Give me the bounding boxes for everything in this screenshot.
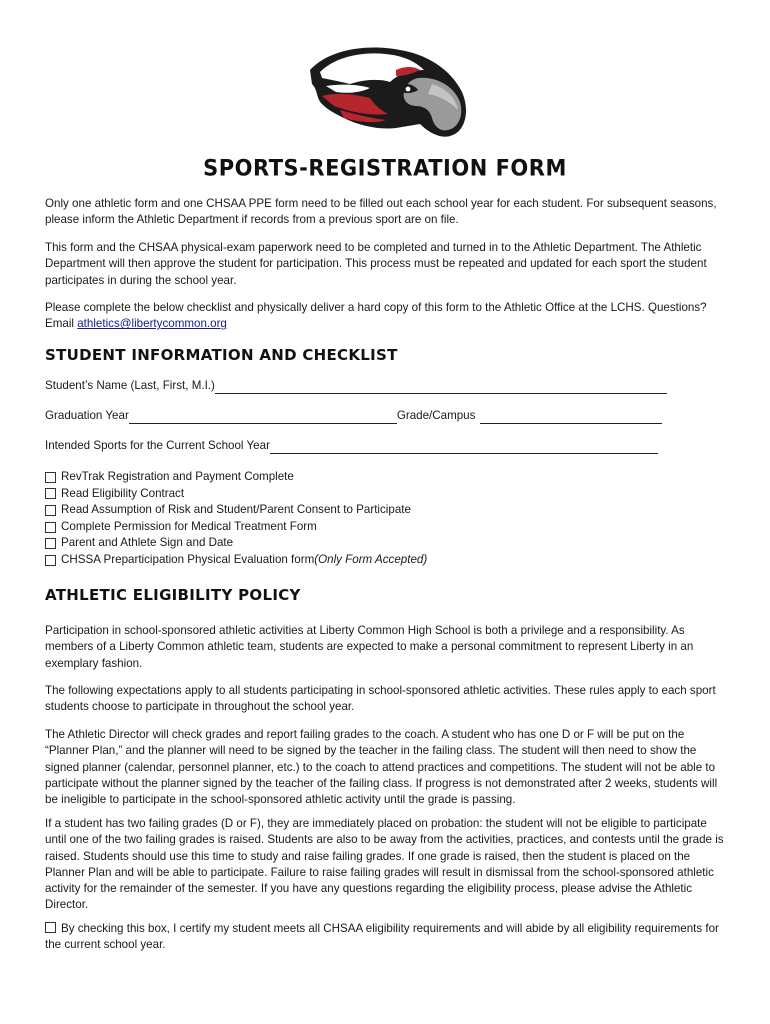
student-name-label: Student’s Name (Last, First, M.I.) (45, 379, 215, 392)
graduation-grade-row (45, 408, 662, 424)
checkbox[interactable] (45, 472, 56, 483)
policy-paragraph-2: The following expectations apply to all students participating in school-sponsored athletic activities. These rules apply to each sport students choose to participate in throughout the school year. (45, 684, 716, 714)
checklist-item[interactable]: RevTrak Registration and Payment Complete (45, 469, 427, 486)
checklist-note: (Only Form Accepted) (314, 552, 428, 566)
checklist-item[interactable]: CHSSA Preparticipation Physical Evaluation form (Only Form Accepted) (45, 552, 427, 569)
certify-checkbox[interactable] (45, 922, 56, 933)
certify-checkbox-row[interactable] (45, 921, 727, 954)
intended-sports-line[interactable] (270, 441, 658, 454)
checklist-item[interactable]: Read Assumption of Risk and Student/Parent Consent to Participate (45, 502, 427, 519)
checklist-item[interactable]: Parent and Athlete Sign and Date (45, 535, 427, 552)
graduation-year-label: Graduation Year (45, 409, 129, 422)
form-title: SPORTS-REGISTRATION FORM (203, 155, 567, 181)
policy-paragraph-3: The Athletic Director will check grades and report failing grades to the coach. A student who has one D or F will be put on the “Planner Plan,” and the planner will need to be signed by the teacher in the failing class. The student will then need to show the signed planner (calendar, personnel planner, etc.) to the coach to attend practices and competitions. The student will not be able to participate without the planner signed by the teacher of the failing class. If progress is not demonstrated after 2 weeks, students will be ineligible to participate in the school-sponsored athletic activity until the grade is passing. (45, 728, 718, 807)
policy-paragraph-4: If a student has two failing grades (D or F), they are immediately placed on probation: the student will not be eligible to participate until one of the two failing grades is raised. Students are also to be away from the activities, practices, and contests until the grade is raised. Students should use this time to study and raise failing grades. If one grade is raised, then the student is placed on the Planner Plan and will be able to participate. Failure to raise failing grades will result in dismissal from the school-sponsored athletic activity for the remainder of the semester. If you have any questions regarding the eligibility process, please advise the Athletic Director. (45, 817, 724, 912)
student-name-field[interactable] (45, 378, 667, 394)
policy-paragraph-1: Participation in school-sponsored athletic activities at Liberty Common High School is both a privilege and a responsibility. As members of a Liberty Common athletic team, students are expected to make a personal commitment to represent Liberty in an exemplary fashion. (45, 624, 694, 670)
policy-heading: ATHLETIC ELIGIBILITY POLICY (45, 586, 301, 604)
checklist-item[interactable]: Read Eligibility Contract (45, 486, 427, 503)
checkbox[interactable] (45, 505, 56, 516)
eagle-logo-icon (300, 40, 472, 140)
checklist-item[interactable]: Complete Permission for Medical Treatment Form (45, 519, 427, 536)
grade-campus-label: Grade/Campus (396, 409, 476, 422)
graduation-year-line[interactable] (129, 411, 397, 424)
athletics-email-link[interactable]: athletics@libertycommon.org (77, 317, 227, 331)
intro-paragraph-1: Only one athletic form and one CHSAA PPE form need to be filled out each school year for each student. For subsequent seasons, please inform the Athletic Department if records from a previous sport are on file. (45, 197, 717, 227)
grade-campus-line[interactable] (480, 411, 662, 424)
checkbox[interactable] (45, 522, 56, 533)
student-name-line[interactable] (215, 381, 667, 394)
intro-paragraph-3 (45, 300, 727, 333)
checklist (45, 469, 427, 569)
intro-paragraph-2: This form and the CHSAA physical-exam paperwork need to be completed and turned in to the Athletic Department. The Athletic Department will then approve the student for participation. This process must be repeated and updated for each sport the student participates in during the school year. (45, 241, 707, 287)
intro-paragraph-3-text: Please complete the below checklist and physically deliver a hard copy of this form to the Athletic Office at the LCHS. Questions? Email (45, 301, 707, 331)
certify-text: By checking this box, I certify my student meets all CHSAA eligibility requirements and will abide by all eligibility requirements for the current school year. (45, 922, 719, 952)
intended-sports-field[interactable] (45, 438, 658, 454)
checkbox[interactable] (45, 538, 56, 549)
checkbox[interactable] (45, 555, 56, 566)
checkbox[interactable] (45, 488, 56, 499)
student-section-heading: STUDENT INFORMATION AND CHECKLIST (45, 346, 398, 364)
intended-sports-label: Intended Sports for the Current School Year (45, 439, 270, 452)
